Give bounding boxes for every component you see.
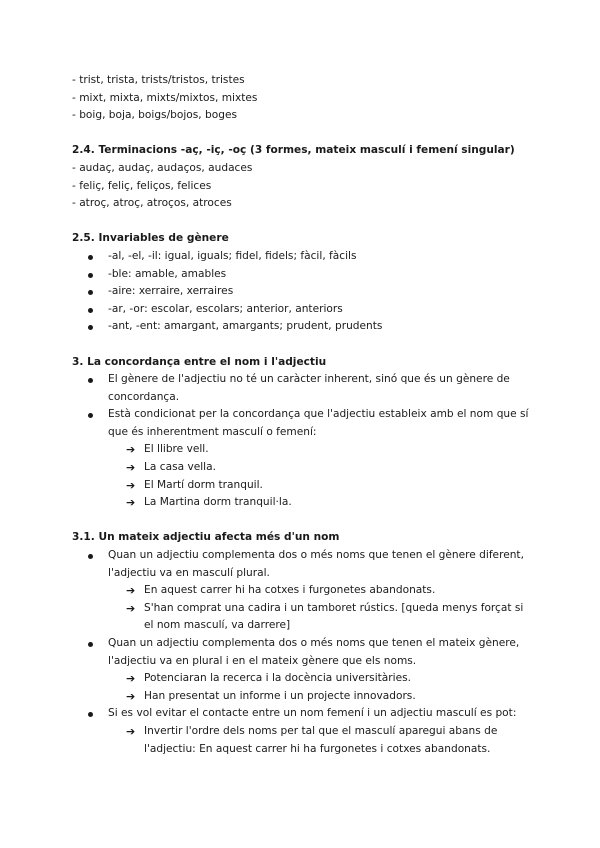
- arrow-right-icon: ➔: [126, 461, 136, 475]
- section-2-5: [72, 230, 542, 336]
- arrow-item: ➔ El Martí dorm tranquil.: [72, 477, 542, 495]
- bullet-continuation: concordança.: [108, 390, 180, 403]
- arrow-continuation: el nom masculí, va darrere]: [144, 619, 291, 632]
- arrow-item: ➔ Han presentat un informe i un projecte innovadors.: [72, 688, 542, 706]
- section-heading: 2.5. Invariables de gènere: [72, 232, 229, 245]
- section-2-4: [72, 142, 542, 212]
- list-item: - mixt, mixta, mixts/mixtos, mixtes: [72, 91, 258, 104]
- document-page: [72, 72, 542, 758]
- bullet-item: -ant, -ent: amargant, amargants; prudent, prudents: [72, 318, 542, 336]
- bullet-continuation: l'adjectiu va en masculí plural.: [108, 566, 270, 579]
- arrow-right-icon: ➔: [126, 584, 136, 598]
- bullet-continuation: l'adjectiu va en plural i en el mateix gènere que els noms.: [108, 654, 417, 667]
- list-item: - feliç, feliç, feliços, felices: [72, 179, 212, 192]
- intro-list: [72, 72, 542, 125]
- arrow-right-icon: ➔: [126, 478, 136, 492]
- section-heading: 2.4. Terminacions -aç, -iç, -oç (3 formes, mateix masculí i femení singular): [72, 144, 515, 157]
- arrow-right-icon: ➔: [126, 496, 136, 510]
- bullet-item: Està condicionat per la concordança que l'adjectiu estableix amb el nom que sí: [72, 406, 542, 424]
- arrow-item: ➔ La Martina dorm tranquil·la.: [72, 494, 542, 512]
- list-item: - atroç, atroç, atroços, atroces: [72, 197, 232, 210]
- arrow-right-icon: ➔: [126, 672, 136, 686]
- bullet-item: Si es vol evitar el contacte entre un nom femení i un adjectiu masculí es pot:: [72, 705, 542, 723]
- bullet-item: -al, -el, -il: igual, iguals; fidel, fidels; fàcil, fàcils: [72, 248, 542, 266]
- arrow-item: ➔ Invertir l'ordre dels noms per tal que el masculí aparegui abans de: [72, 723, 542, 741]
- arrow-item: ➔ Potenciaran la recerca i la docència universitàries.: [72, 670, 542, 688]
- bullet-item: Quan un adjectiu complementa dos o més noms que tenen el mateix gènere,: [72, 635, 542, 653]
- arrow-item: ➔ S'han comprat una cadira i un tamboret rústics. [queda menys forçat si: [72, 600, 542, 618]
- arrow-right-icon: ➔: [126, 724, 136, 738]
- section-heading: 3. La concordança entre el nom i l'adjectiu: [72, 355, 327, 368]
- arrow-continuation: l'adjectiu: En aquest carrer hi ha furgonetes i cotxes abandonats.: [144, 742, 491, 755]
- section-heading: 3.1. Un mateix adjectiu afecta més d'un nom: [72, 531, 340, 544]
- bullet-item: -ble: amable, amables: [72, 266, 542, 284]
- section-3: [72, 354, 542, 512]
- list-item: - trist, trista, trists/tristos, tristes: [72, 74, 245, 86]
- arrow-item: ➔ El llibre vell.: [72, 441, 542, 459]
- bullet-item: -aire: xerraire, xerraires: [72, 283, 542, 301]
- arrow-right-icon: ➔: [126, 601, 136, 615]
- list-item: - audaç, audaç, audaços, audaces: [72, 161, 253, 174]
- bullet-continuation: que és inherentment masculí o femení:: [108, 425, 317, 438]
- list-item: - boig, boja, boigs/bojos, boges: [72, 109, 237, 122]
- section-3-1: [72, 529, 542, 758]
- bullet-item: Quan un adjectiu complementa dos o més noms que tenen el gènere diferent,: [72, 547, 542, 565]
- bullet-item: El gènere de l'adjectiu no té un caràcter inherent, sinó que és un gènere de: [72, 371, 542, 389]
- arrow-item: ➔ La casa vella.: [72, 459, 542, 477]
- arrow-right-icon: ➔: [126, 443, 136, 457]
- arrow-right-icon: ➔: [126, 689, 136, 703]
- bullet-item: -ar, -or: escolar, escolars; anterior, anteriors: [72, 301, 542, 319]
- arrow-item: ➔ En aquest carrer hi ha cotxes i furgonetes abandonats.: [72, 582, 542, 600]
